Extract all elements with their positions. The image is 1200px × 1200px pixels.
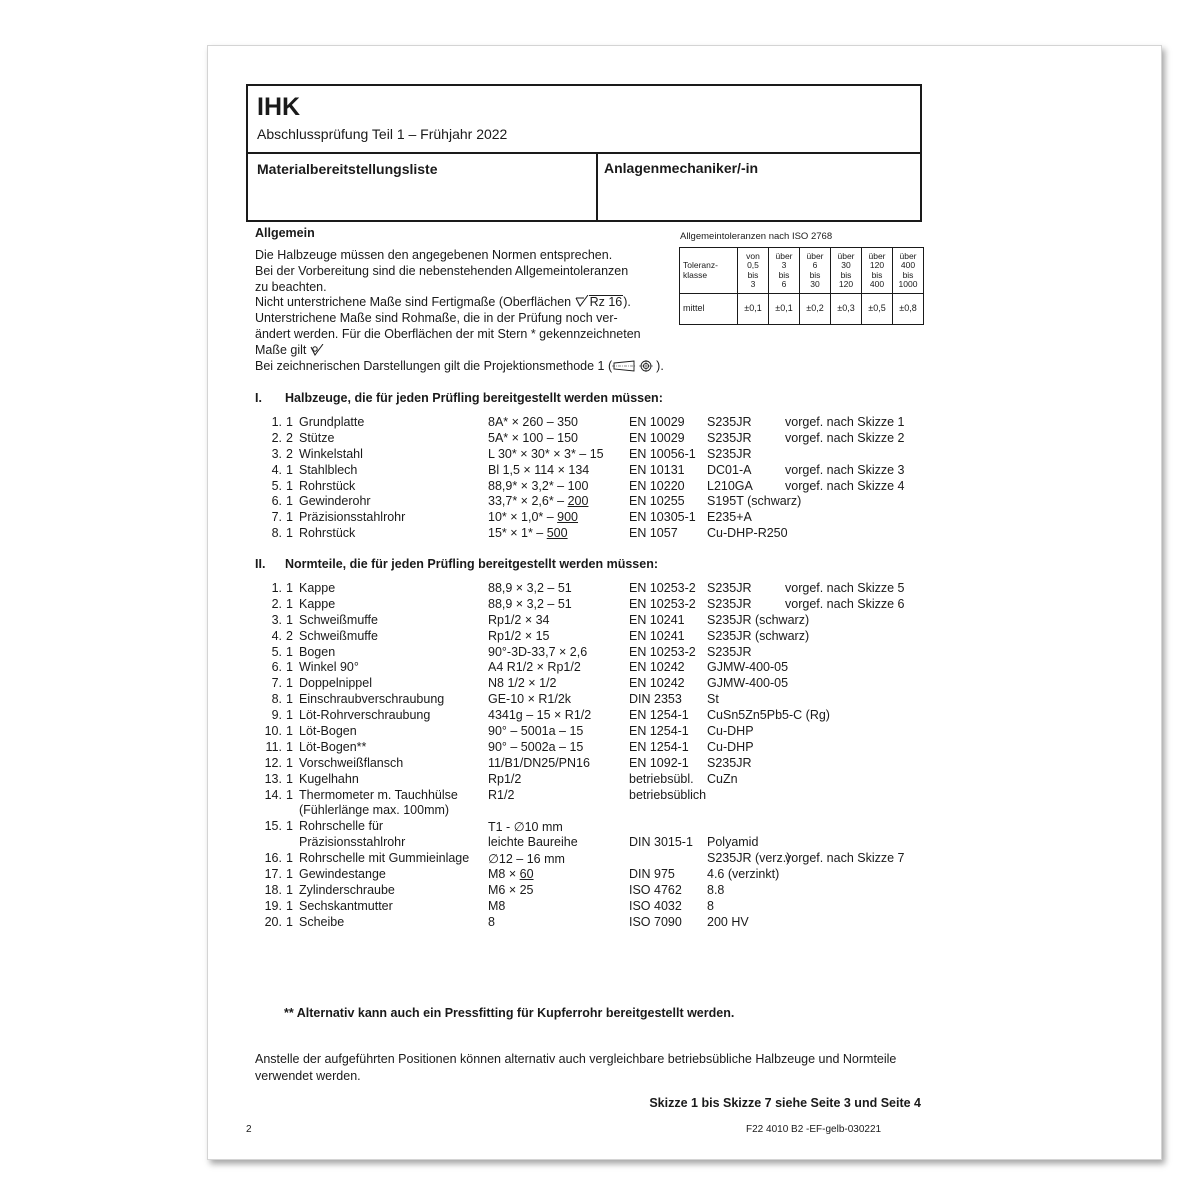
- item-material: S235JR (schwarz): [707, 612, 810, 627]
- item-norm: EN 10253-2: [629, 596, 696, 611]
- tolerance-value: ±0,1: [769, 294, 800, 325]
- item-quantity: 1: [286, 882, 293, 897]
- list-item: [255, 494, 955, 510]
- list-item: [255, 581, 955, 597]
- list-item: [255, 899, 955, 915]
- item-dimension: 90° – 5002a – 15: [488, 739, 584, 754]
- item-number: 3.: [271, 446, 282, 461]
- item-dimension: R1/2: [488, 787, 515, 802]
- page-number: 2: [246, 1124, 252, 1135]
- item-dimension: Rp1/2 × 15: [488, 628, 550, 643]
- item-material: S235JR: [707, 755, 752, 770]
- header-list-title: Materialbereitstellungsliste: [257, 161, 438, 177]
- item-norm: DIN 3015-1: [629, 835, 693, 850]
- item-quantity: 1: [286, 692, 293, 707]
- document-page: [207, 45, 1162, 1160]
- item-dimension: 90°-3D-33,7 × 2,6: [488, 644, 588, 659]
- item-name: Schweißmuffe: [299, 628, 378, 643]
- item-norm: EN 1092-1: [629, 755, 689, 770]
- item-material: L210GA: [707, 478, 753, 493]
- item-name: Gewinderohr: [299, 494, 371, 509]
- item-name: Bogen: [299, 644, 336, 659]
- item-dimension: 33,7* × 2,6* – 200: [488, 494, 589, 509]
- item-quantity: 1: [286, 676, 293, 691]
- item-name: Schweißmuffe: [299, 612, 378, 627]
- tolerance-range-header: über 400 bis 1000: [893, 248, 924, 294]
- sketch-reference: Skizze 1 bis Skizze 7 siehe Seite 3 und Seite 4: [649, 1096, 921, 1110]
- list-item: [255, 740, 955, 756]
- item-material: 4.6 (verzinkt): [707, 867, 780, 882]
- item-note: vorgef. nach Skizze 4: [785, 478, 905, 493]
- item-name: Präzisionsstahlrohr: [299, 835, 406, 850]
- item-norm: EN 10241: [629, 628, 685, 643]
- item-norm: ISO 4032: [629, 898, 682, 913]
- item-norm: EN 10242: [629, 660, 685, 675]
- item-name: Löt-Rohrverschraubung: [299, 708, 431, 723]
- item-number: 18.: [264, 882, 282, 897]
- item-dimension: 4341g – 15 × R1/2: [488, 708, 592, 723]
- item-dimension: M8: [488, 898, 506, 913]
- item-quantity: 1: [286, 724, 293, 739]
- item-dimension: 5A* × 100 – 150: [488, 430, 579, 445]
- item-number: 1.: [271, 415, 282, 429]
- item-number: 2.: [271, 596, 282, 611]
- list-item: [255, 788, 955, 804]
- item-note: vorgef. nach Skizze 6: [785, 596, 905, 611]
- tolerance-table: [679, 247, 924, 325]
- surface-symbol-icon: [575, 295, 589, 307]
- tolerance-range-header: über 3 bis 6: [769, 248, 800, 294]
- item-quantity: 1: [286, 787, 293, 802]
- item-number: 6.: [271, 494, 282, 509]
- list-item: [255, 597, 955, 613]
- item-number: 10.: [264, 724, 282, 739]
- general-line: ändert werden. Für die Oberflächen der mit Stern * gekennzeichneten: [255, 326, 641, 341]
- section1-heading: I. Halbzeuge, die für jeden Prüfling bereitgestellt werden müssen:: [255, 391, 663, 405]
- tolerance-range-header: von 0,5 bis 3: [738, 248, 769, 294]
- item-quantity: 1: [286, 581, 293, 595]
- item-name: Gewindestange: [299, 867, 386, 882]
- normteile-list: [255, 581, 955, 931]
- item-number: 14.: [264, 787, 282, 802]
- item-dimension: 88,9* × 3,2* – 100: [488, 478, 589, 493]
- item-norm: EN 10029: [629, 430, 685, 445]
- item-number: 1.: [271, 581, 282, 595]
- item-material: S235JR: [707, 581, 752, 595]
- item-quantity: 1: [286, 596, 293, 611]
- item-quantity: 2: [286, 446, 293, 461]
- list-item: [255, 660, 955, 676]
- item-norm: EN 10305-1: [629, 510, 696, 525]
- item-name: Kugelhahn: [299, 771, 359, 786]
- list-item: [255, 613, 955, 629]
- tolerance-class-header: Toleranz- klasse: [680, 248, 738, 294]
- header-divider: [248, 152, 920, 154]
- item-norm: EN 10029: [629, 415, 685, 429]
- item-name: Scheibe: [299, 914, 345, 929]
- list-item: [255, 835, 955, 851]
- item-material: 8: [707, 898, 714, 913]
- item-note: vorgef. nach Skizze 1: [785, 415, 905, 429]
- item-material: DC01-A: [707, 462, 752, 477]
- tolerance-range-header: über 30 bis 120: [831, 248, 862, 294]
- item-number: 4.: [271, 462, 282, 477]
- item-material: Cu-DHP-R250: [707, 526, 788, 541]
- item-quantity: 1: [286, 415, 293, 429]
- item-material: S235JR: [707, 430, 752, 445]
- closing-note: Anstelle der aufgeführten Positionen können alternativ auch vergleichbare betriebsübliche Halbzeuge und Normteile verwendet werden.: [255, 1052, 897, 1083]
- item-quantity: 1: [286, 478, 293, 493]
- item-name: Kappe: [299, 581, 336, 595]
- item-number: 2.: [271, 430, 282, 445]
- item-norm: EN 10056-1: [629, 446, 696, 461]
- tolerance-row-label: mittel: [680, 294, 738, 325]
- item-dimension: leichte Baureihe: [488, 835, 578, 850]
- item-number: 17.: [264, 867, 282, 882]
- header-profession: Anlagenmechaniker/-in: [604, 160, 759, 176]
- item-quantity: 1: [286, 739, 293, 754]
- item-name: Stahlblech: [299, 462, 358, 477]
- item-material: St: [707, 692, 719, 707]
- item-number: 11.: [265, 739, 282, 754]
- item-number: 15.: [264, 819, 282, 834]
- general-line: zu beachten.: [255, 279, 327, 294]
- item-norm: ISO 4762: [629, 882, 682, 897]
- list-item: [255, 692, 955, 708]
- item-name: Doppelnippel: [299, 676, 372, 691]
- item-quantity: 1: [286, 612, 293, 627]
- item-material: S235JR: [707, 446, 752, 461]
- list-item: [255, 915, 955, 931]
- footnote: ** Alternativ kann auch ein Pressfitting für Kupferrohr bereitgestellt werden.: [284, 1006, 735, 1020]
- item-material: GJMW-400-05: [707, 660, 789, 675]
- item-material: CuSn5Zn5Pb5-C (Rg): [707, 708, 830, 723]
- item-name: Rohrstück: [299, 478, 356, 493]
- item-quantity: 1: [286, 644, 293, 659]
- item-name: Rohrstück: [299, 526, 356, 541]
- list-item: [255, 803, 955, 819]
- item-name: Winkel 90°: [299, 660, 359, 675]
- item-number: 19.: [264, 898, 282, 913]
- item-norm: EN 10242: [629, 676, 685, 691]
- item-number: 20.: [264, 914, 282, 929]
- item-number: 7.: [271, 510, 282, 525]
- item-dimension: 10* × 1,0* – 900: [488, 510, 579, 525]
- section2-heading: II. Normteile, die für jeden Prüfling bereitgestellt werden müssen:: [255, 557, 658, 571]
- general-line: Unterstrichene Maße sind Rohmaße, die in der Prüfung noch ver-: [255, 311, 618, 326]
- item-material: S235JR: [707, 415, 752, 429]
- item-note: vorgef. nach Skizze 2: [785, 430, 905, 445]
- item-material: CuZn: [707, 771, 738, 786]
- item-material: 200 HV: [707, 914, 749, 929]
- item-number: 5.: [271, 644, 282, 659]
- list-item: [255, 431, 955, 447]
- item-norm: ISO 7090: [629, 914, 682, 929]
- item-number: 8.: [271, 692, 282, 707]
- item-quantity: 1: [286, 510, 293, 525]
- tolerance-range-header: über 120 bis 400: [862, 248, 893, 294]
- item-quantity: 1: [286, 494, 293, 509]
- item-name: Winkelstahl: [299, 446, 363, 461]
- item-dimension: 88,9 × 3,2 – 51: [488, 596, 572, 611]
- item-norm: EN 1254-1: [629, 708, 689, 723]
- item-number: 3.: [271, 612, 282, 627]
- item-material: S235JR: [707, 596, 752, 611]
- item-norm: EN 10220: [629, 478, 685, 493]
- item-norm: EN 10131: [629, 462, 685, 477]
- item-material: S235JR: [707, 644, 752, 659]
- item-number: 8.: [271, 526, 282, 541]
- item-norm: betriebsübl.: [629, 771, 694, 786]
- item-number: 5.: [271, 478, 282, 493]
- item-quantity: 1: [286, 755, 293, 770]
- item-dimension: T1 - ∅10 mm: [488, 820, 563, 835]
- list-item: [255, 447, 955, 463]
- item-dimension: Rp1/2: [488, 771, 522, 786]
- item-norm: DIN 2353: [629, 692, 682, 707]
- item-norm: EN 1254-1: [629, 724, 689, 739]
- general-heading: Allgemein: [255, 226, 315, 240]
- list-item: [255, 645, 955, 661]
- item-name: (Fühlerlänge max. 100mm): [299, 803, 450, 818]
- tolerance-caption: Allgemeintoleranzen nach ISO 2768: [680, 231, 833, 242]
- item-name: Präzisionsstahlrohr: [299, 510, 406, 525]
- list-item: [255, 772, 955, 788]
- item-name: Zylinderschraube: [299, 882, 395, 897]
- general-line: Nicht unterstrichene Maße sind Fertigmaße (Oberflächen Rz 16).: [255, 295, 631, 310]
- item-norm: DIN 975: [629, 867, 675, 882]
- tolerance-value: ±0,3: [831, 294, 862, 325]
- document-id: F22 4010 B2 -EF-gelb-030221: [746, 1124, 882, 1135]
- header-subtitle: Abschlussprüfung Teil 1 – Frühjahr 2022: [257, 126, 508, 142]
- item-name: Grundplatte: [299, 415, 365, 429]
- item-dimension: 88,9 × 3,2 – 51: [488, 581, 572, 595]
- item-name: Stütze: [299, 430, 335, 445]
- item-number: 12.: [264, 755, 282, 770]
- item-material: 8.8: [707, 882, 725, 897]
- item-name: Rohrschelle mit Gummieinlage: [299, 851, 470, 866]
- item-dimension: ∅12 – 16 mm: [488, 852, 565, 867]
- item-material: Cu-DHP: [707, 739, 754, 754]
- tolerance-range-header: über 6 bis 30: [800, 248, 831, 294]
- list-item: [255, 724, 955, 740]
- item-number: 6.: [271, 660, 282, 675]
- item-number: 7.: [271, 676, 282, 691]
- item-quantity: 1: [286, 526, 293, 541]
- item-material: S235JR (verz.): [707, 851, 791, 866]
- item-norm: EN 1254-1: [629, 739, 689, 754]
- item-dimension: 8A* × 260 – 350: [488, 415, 579, 429]
- list-item: [255, 526, 955, 542]
- item-quantity: 1: [286, 914, 293, 929]
- item-quantity: 2: [286, 430, 293, 445]
- list-item: [255, 883, 955, 899]
- item-norm: EN 10253-2: [629, 644, 696, 659]
- tolerance-value: ±0,1: [738, 294, 769, 325]
- item-dimension: M6 × 25: [488, 882, 534, 897]
- item-quantity: 2: [286, 628, 293, 643]
- item-name: Löt-Bogen: [299, 724, 357, 739]
- item-norm: EN 10255: [629, 494, 685, 509]
- item-material: GJMW-400-05: [707, 676, 789, 691]
- list-item: [255, 708, 955, 724]
- halbzeuge-list: [255, 415, 955, 542]
- item-dimension: 8: [488, 914, 495, 929]
- item-dimension: Rp1/2 × 34: [488, 612, 550, 627]
- surface-any-symbol-icon: [310, 344, 324, 356]
- general-text: [255, 248, 675, 374]
- item-norm: EN 10253-2: [629, 581, 696, 595]
- item-quantity: 1: [286, 771, 293, 786]
- item-material: S195T (schwarz): [707, 494, 802, 509]
- item-quantity: 1: [286, 708, 293, 723]
- item-dimension: A4 R1/2 × Rp1/2: [488, 660, 581, 675]
- item-dimension: M8 × 60: [488, 867, 534, 882]
- tolerance-value: ±0,2: [800, 294, 831, 325]
- item-name: Sechskantmutter: [299, 898, 393, 913]
- general-line: Die Halbzeuge müssen den angegebenen Normen entsprechen.: [255, 248, 613, 262]
- list-item: [255, 756, 955, 772]
- list-item: [255, 819, 955, 835]
- item-material: E235+A: [707, 510, 752, 525]
- item-quantity: 1: [286, 819, 293, 834]
- item-dimension: L 30* × 30* × 3* – 15: [488, 446, 604, 461]
- item-number: 4.: [271, 628, 282, 643]
- item-dimension: N8 1/2 × 1/2: [488, 676, 557, 691]
- item-norm: betriebsüblich: [629, 787, 707, 802]
- item-dimension: Bl 1,5 × 114 × 134: [488, 462, 590, 477]
- item-dimension: 15* × 1* – 500: [488, 526, 568, 541]
- item-quantity: 1: [286, 851, 293, 866]
- item-quantity: 1: [286, 660, 293, 675]
- item-quantity: 1: [286, 867, 293, 882]
- item-quantity: 1: [286, 898, 293, 913]
- item-material: Polyamid: [707, 835, 759, 850]
- item-dimension: 90° – 5001a – 15: [488, 724, 584, 739]
- item-quantity: 1: [286, 462, 293, 477]
- general-line: Bei zeichnerischen Darstellungen gilt die Projektionsmethode 1 ( ).: [255, 358, 664, 373]
- item-name: Kappe: [299, 596, 336, 611]
- item-norm: EN 10241: [629, 612, 685, 627]
- item-name: Vorschweißflansch: [299, 755, 404, 770]
- item-material: S235JR (schwarz): [707, 628, 810, 643]
- item-dimension: GE-10 × R1/2k: [488, 692, 572, 707]
- item-number: 9.: [271, 708, 282, 723]
- item-note: vorgef. nach Skizze 5: [785, 581, 905, 595]
- item-number: 13.: [264, 771, 282, 786]
- item-note: vorgef. nach Skizze 7: [785, 851, 905, 866]
- general-line: Maße gilt: [255, 343, 675, 359]
- list-item: [255, 479, 955, 495]
- item-norm: EN 1057: [629, 526, 678, 541]
- list-item: [255, 415, 955, 431]
- item-dimension: 11/B1/DN25/PN16: [488, 755, 590, 770]
- item-note: vorgef. nach Skizze 3: [785, 462, 905, 477]
- item-material: Cu-DHP: [707, 724, 754, 739]
- surface-roughness: Rz 16: [589, 295, 623, 310]
- item-name: Löt-Bogen**: [299, 739, 367, 754]
- list-item: [255, 851, 955, 867]
- header-title: IHK: [257, 93, 301, 121]
- list-item: [255, 463, 955, 479]
- projection-method-icon: [612, 360, 656, 372]
- header-box: [246, 84, 922, 222]
- item-name: Thermometer m. Tauchhülse: [299, 787, 458, 802]
- list-item: [255, 867, 955, 883]
- item-number: 16.: [264, 851, 282, 866]
- tolerance-value: ±0,8: [893, 294, 924, 325]
- item-name: Rohrschelle für: [299, 819, 384, 834]
- general-line: Bei der Vorbereitung sind die nebenstehenden Allgemeintoleranzen: [255, 263, 629, 278]
- header-column-divider: [596, 152, 598, 220]
- list-item: [255, 676, 955, 692]
- tolerance-value: ±0,5: [862, 294, 893, 325]
- list-item: [255, 629, 955, 645]
- list-item: [255, 510, 955, 526]
- item-name: Einschraubverschraubung: [299, 692, 445, 707]
